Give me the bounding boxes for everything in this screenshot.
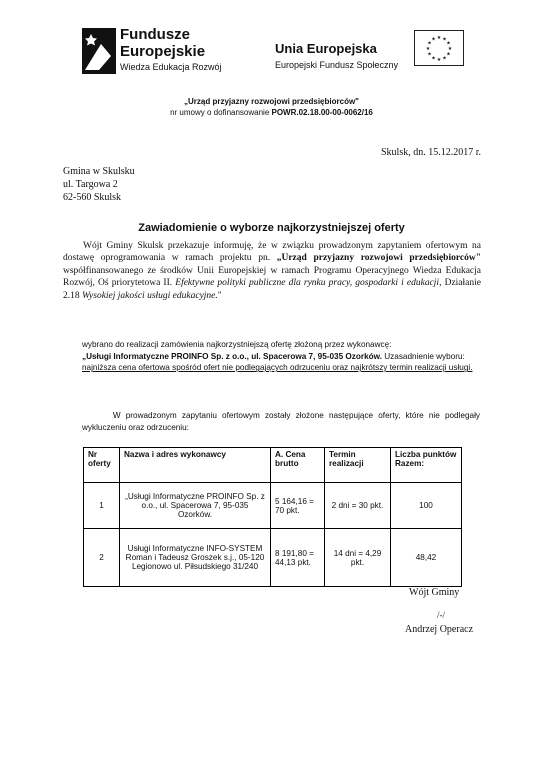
signature-role: Wójt Gminy — [409, 587, 460, 598]
project-name: „Urząd przyjazny rozwojowi przedsiębiorców" — [276, 253, 481, 264]
table-cell: 8 191,80 = 44,13 pkt. — [271, 529, 325, 587]
table-cell: 1 — [84, 483, 120, 529]
ue-logo-subtitle: Europejski Fundusz Społeczny — [275, 60, 399, 70]
ue-logo-title: Unia Europejska — [275, 41, 377, 56]
table-cell: Usługi Informatyczne INFO-SYSTEM Roman i Tadeusz Groszek s.j., 05-120 Legionowo ul. Piłsudskiego 31/240 — [120, 529, 271, 587]
fe-logo-title-line1: Fundusze — [120, 26, 190, 43]
table-row — [84, 483, 462, 529]
contract-number: POWR.02.18.00-00-0062/16 — [271, 108, 373, 117]
project-contract-number — [0, 108, 543, 117]
fe-logo-title-line2: Europejskie — [120, 43, 206, 60]
eu-star-icon: ★ — [427, 52, 432, 58]
fe-logo-icon — [79, 26, 119, 76]
selection-detail — [82, 351, 482, 374]
table-cell: 2 dni = 30 pkt. — [325, 483, 391, 529]
eu-star-icon: ★ — [447, 47, 453, 52]
table-cell: 5 164,16 = 70 pkt. — [271, 483, 325, 529]
para1-text: Wójt Gminy Skulsk przekazuje informuję, że w związku prowadzonym zapytaniem ofertowym na dostawę oprogramowania w ramach projektu pn. — [63, 241, 481, 264]
para1-text: współfinansowanego ze środków Unii Europejskiej w ramach Programu Operacyjnego Wiedza Edukacja Rozwój, Oś priorytetowa II. — [63, 265, 481, 289]
project-title: „Urząd przyjazny rozwojowi przedsiębiorców" — [184, 97, 359, 106]
priority-axis-name: Efektywne polityki publiczne dla rynku pracy, gospodarki i edukacji — [175, 278, 440, 289]
signature-name: Andrzej Operacz — [405, 624, 474, 635]
letter-date: Skulsk, dn. 15.12.2017 r. — [380, 147, 481, 158]
offers-paragraph — [82, 410, 480, 434]
eu-star-icon: ★ — [442, 37, 447, 43]
measure-name: Wysokiej jakości usługi edukacyjne. — [82, 290, 218, 301]
eu-flag-icon — [414, 30, 464, 66]
selected-contractor: „Usługi Informatyczne PROINFO Sp. z o.o., ul. Spacerowa 7, 95-035 Ozorków. — [82, 351, 382, 361]
contract-prefix: nr umowy o dofinansowanie — [170, 108, 272, 117]
table-cell: 2 — [84, 529, 120, 587]
address-line: ul. Targowa 2 — [63, 179, 118, 190]
table-header: Liczba punktów Razem: — [391, 448, 462, 483]
eu-star-icon: ★ — [442, 56, 447, 62]
eu-star-icon: ★ — [427, 41, 432, 47]
eu-star-icon: ★ — [446, 52, 451, 58]
eu-star-icon: ★ — [431, 37, 436, 43]
table-header: Nr oferty — [84, 448, 120, 483]
address-line: 62-560 Skulsk — [63, 192, 122, 203]
justification-label: Uzasadnienie wyboru: — [381, 351, 465, 361]
table-header: A. Cena brutto — [271, 448, 325, 483]
table-header: Nazwa i adres wykonawcy — [120, 448, 271, 483]
address-line: Gmina w Skulsku — [63, 166, 135, 177]
eu-star-icon: ★ — [425, 47, 431, 52]
signature-mark: /-/ — [437, 610, 445, 620]
eu-star-icon: ★ — [446, 41, 451, 47]
table-cell: 100 — [391, 483, 462, 529]
fe-logo-subtitle: Wiedza Edukacja Rozwój — [120, 62, 222, 72]
table-header: Termin realizacji — [325, 448, 391, 483]
selection-paragraph — [82, 339, 482, 374]
table-row — [84, 529, 462, 587]
table-cell: 48,42 — [391, 529, 462, 587]
eu-star-icon: ★ — [431, 56, 436, 62]
selection-intro: wybrano do realizacji zamówienia najkorzystniejszą ofertę złożoną przez wykonawcę: — [82, 340, 392, 349]
table-cell: „Usługi Informatyczne PROINFO Sp. z o.o., ul. Spacerowa 7, 95-035 Ozorków. — [120, 483, 271, 529]
justification-text: najniższa cena ofertowa spośród ofert nie podlegających odrzuceniu oraz najkrótszy termin realizacji usługi. — [82, 363, 473, 373]
para1-text: " — [217, 290, 222, 301]
eu-star-icon: ★ — [436, 36, 442, 41]
para1-text: , Działanie 2.18 — [63, 278, 481, 301]
table-header-row — [84, 448, 462, 483]
intro-paragraph — [63, 240, 481, 302]
offers-table — [83, 447, 462, 587]
table-cell: 14 dni = 4,29 pkt. — [325, 529, 391, 587]
document-title: Zawiadomienie o wyborze najkorzystniejszej oferty — [138, 222, 405, 234]
offers-intro: W prowadzonym zapytaniu ofertowym zostały złożone następujące oferty, które nie podlegały wykluczeniu oraz odrzuceniu: — [82, 411, 481, 432]
eu-star-icon: ★ — [436, 58, 442, 63]
